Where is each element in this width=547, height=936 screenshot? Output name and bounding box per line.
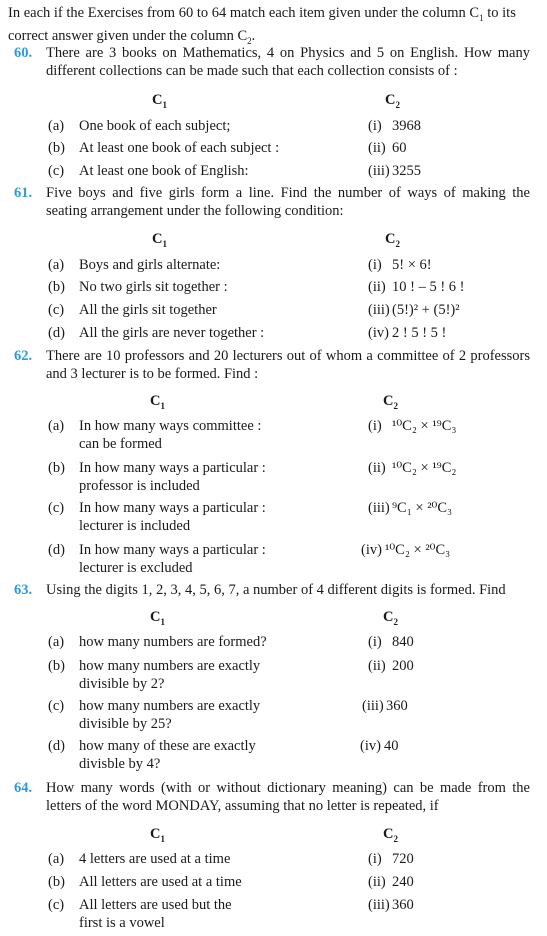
item-label: (d): [48, 738, 65, 754]
question-text-61: Five boys and five girls form a line. Find the number of ways of making the seating arrangement under the following condition:: [46, 185, 530, 219]
column-heading-c2: $C_2$: [383, 826, 398, 844]
item-text: All letters are used at a time: [79, 874, 242, 890]
answer-option: (i) 3968: [368, 118, 421, 134]
question-number-62: 62.: [14, 348, 33, 364]
intro-text-end: to its correct answer given under the column C: [8, 5, 516, 44]
item-label: (c): [48, 302, 65, 318]
answer-option: (iii) 360: [362, 698, 408, 714]
answer-option: (ii) 200: [368, 658, 414, 674]
item-text: how many numbers are formed?: [79, 634, 267, 650]
question-text-62: There are 10 professors and 20 lecturers out of whom a committee of 2 professors and 3 lecturer is to be formed. Find :: [46, 348, 530, 382]
column-heading-c2: $C_2$: [383, 393, 398, 411]
item-label: (c): [48, 698, 65, 714]
answer-option: (i) 840: [368, 634, 414, 650]
answer-option: (iv) 40: [360, 738, 399, 754]
answer-option: (iii) (5!)² + (5!)²: [368, 302, 460, 318]
item-text: how many of these are exactly divisble by 4?: [79, 738, 256, 772]
intro-text: In each if the Exercises from 60 to 64 match each item given under the column C: [8, 5, 480, 21]
item-text: All the girls sit together: [79, 302, 217, 318]
item-text: how many numbers are exactly divisible by 2?: [79, 658, 261, 692]
item-label: (c): [48, 500, 65, 516]
answer-option: (iv) ¹⁰C₂ × ²⁰C₃: [361, 542, 451, 558]
item-text: 4 letters are used at a time: [79, 851, 231, 867]
item-label: (d): [48, 325, 65, 341]
question-number-63: 63.: [14, 582, 33, 598]
item-label: (b): [48, 140, 65, 156]
column-heading-c1: $C_1$: [150, 393, 165, 411]
item-label: (c): [48, 163, 65, 179]
item-text: Boys and girls alternate:: [79, 257, 221, 273]
question-number-64: 64.: [14, 780, 33, 796]
answer-option: (ii) 240: [368, 874, 414, 890]
answer-option: (i) 720: [368, 851, 414, 867]
item-label: (a): [48, 851, 65, 867]
question-text-64: How many words (with or without dictionary meaning) can be made from the letters of the word MONDAY, assuming that no letter is repeated, if: [46, 780, 530, 814]
item-text: At least one book of English:: [79, 163, 249, 179]
item-text: In how many ways a particular : professor is included: [79, 460, 266, 494]
answer-option: (iii) 3255: [368, 163, 421, 179]
answer-option: (iii) 360: [368, 897, 414, 913]
answer-option: (ii) ¹⁰C₂ × ¹⁹C₂: [368, 460, 457, 476]
item-label: (b): [48, 658, 65, 674]
item-label: (b): [48, 279, 65, 295]
question-text-60: There are 3 books on Mathematics, 4 on Physics and 5 on English. How many different collections can be made such that each collection consists of :: [46, 45, 530, 79]
item-text: One book of each subject;: [79, 118, 231, 134]
column-heading-c2: $C_2$: [385, 92, 400, 110]
item-label: (a): [48, 634, 65, 650]
item-text: At least one book of each subject :: [79, 140, 280, 156]
item-text: how many numbers are exactly divisible by 25?: [79, 698, 261, 732]
intro-sub-1: 1: [479, 12, 484, 23]
column-heading-c1: $C_1$: [150, 826, 165, 844]
question-text-63: Using the digits 1, 2, 3, 4, 5, 6, 7, a number of 4 different digits is formed. Find: [46, 582, 506, 598]
intro-period: .: [251, 27, 256, 44]
answer-option: (ii) 10 ! – 5 ! 6 !: [368, 279, 465, 295]
item-text: No two girls sit together :: [79, 279, 228, 295]
item-label: (c): [48, 897, 65, 913]
item-label: (a): [48, 418, 65, 434]
item-text: All letters are used but the first is a vowel: [79, 897, 232, 931]
answer-option: (ii) 60: [368, 140, 407, 156]
item-text: All the girls are never together :: [79, 325, 265, 341]
item-label: (a): [48, 257, 65, 273]
item-text: In how many ways committee : can be formed: [79, 418, 262, 452]
item-label: (d): [48, 542, 65, 558]
item-label: (b): [48, 874, 65, 890]
item-text: In how many ways a particular : lecturer is excluded: [79, 542, 266, 576]
column-heading-c1: $C_1$: [152, 231, 167, 249]
item-label: (b): [48, 460, 65, 476]
column-heading-c1: $C_1$: [152, 92, 167, 110]
item-label: (a): [48, 118, 65, 134]
question-number-61: 61.: [14, 185, 33, 201]
answer-option: (i) 5! × 6!: [368, 257, 432, 273]
column-heading-c1: $C_1$: [150, 609, 165, 627]
intro-sub-2: 2: [247, 35, 252, 46]
answer-option: (i) ¹⁰C₂ × ¹⁹C₃: [368, 418, 457, 434]
intro-instructions: [8, 4, 538, 50]
column-heading-c2: $C_2$: [385, 231, 400, 249]
question-number-60: 60.: [14, 45, 33, 61]
column-heading-c2: $C_2$: [383, 609, 398, 627]
answer-option: (iii) ⁹C₁ × ²⁰C₃: [368, 500, 453, 516]
answer-option: (iv) 2 ! 5 ! 5 !: [368, 325, 447, 341]
item-text: In how many ways a particular : lecturer is included: [79, 500, 266, 534]
